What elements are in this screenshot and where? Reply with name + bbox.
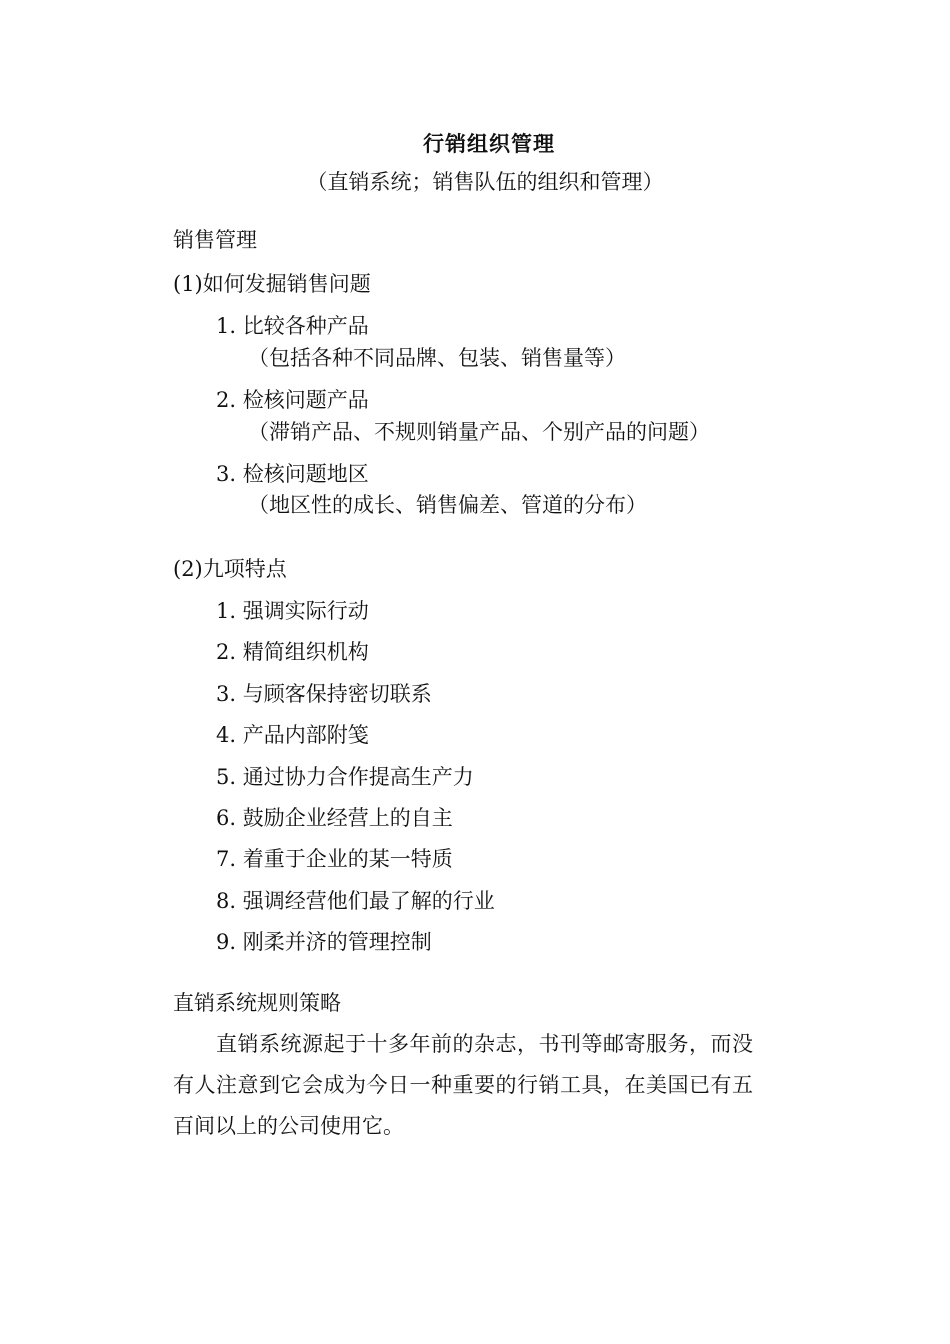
list-item: [216, 804, 453, 832]
list-item-number: 1.: [216, 314, 237, 338]
section-heading-sales-management: 销售管理: [173, 228, 257, 252]
list-item-text: 鼓励企业经营上的自主: [242, 806, 453, 830]
list-item-note: （地区性的成长、销售偏差、管道的分布）: [248, 493, 647, 517]
list-item-number: 2.: [216, 388, 237, 412]
list-item: [216, 845, 453, 873]
list-item-text: 比较各种产品: [242, 314, 369, 338]
list-item-text: 强调经营他们最了解的行业: [242, 889, 495, 913]
list-item-number: 6.: [216, 806, 237, 830]
list-item-text: 检核问题产品: [242, 388, 369, 412]
list-item-number: 1.: [216, 599, 237, 623]
list-item: [216, 312, 369, 340]
list-item: [216, 887, 495, 915]
list-item: [216, 386, 369, 414]
list-item-number: 9.: [216, 930, 237, 954]
list-item-number: 7.: [216, 847, 237, 871]
list-item-text: 强调实际行动: [242, 599, 369, 623]
list-item-text: 精简组织机构: [242, 640, 369, 664]
list-item: [216, 928, 432, 956]
list-item-number: 5.: [216, 765, 237, 789]
section-heading-direct-sales-strategy: 直销系统规则策略: [173, 991, 341, 1015]
document-subtitle: （直销系统；销售队伍的组织和管理）: [306, 170, 664, 194]
list-item-number: 8.: [216, 889, 237, 913]
list-item-number: 2.: [216, 640, 237, 664]
list-item-number: 4.: [216, 723, 237, 747]
list-item: [216, 680, 432, 708]
document-title: 行销组织管理: [423, 131, 555, 156]
list-item: [216, 638, 369, 666]
list-item: [216, 763, 474, 791]
list-item-note: （包括各种不同品牌、包装、销售量等）: [248, 346, 626, 370]
list-item: [216, 460, 369, 488]
subsection-heading-find-problems: (1)如何发掘销售问题: [173, 272, 371, 296]
list-item-text: 产品内部附笺: [242, 723, 369, 747]
list-item-text: 通过协力合作提高生产力: [242, 765, 474, 789]
body-paragraph: 直销系统源起于十多年前的杂志，书刊等邮寄服务，而没有人注意到它会成为今日一种重要的行销工具，在美国已有五百间以上的公司使用它。: [173, 1032, 753, 1138]
list-item-text: 检核问题地区: [242, 462, 369, 486]
list-item-number: 3.: [216, 682, 237, 706]
list-item-text: 着重于企业的某一特质: [242, 847, 453, 871]
list-item-number: 3.: [216, 462, 237, 486]
list-item-text: 与顾客保持密切联系: [242, 682, 432, 706]
section-heading-nine-features: (2)九项特点: [173, 557, 287, 581]
list-item: [216, 597, 369, 625]
list-item-note: （滞销产品、不规则销量产品、个别产品的问题）: [248, 420, 710, 444]
list-item: [216, 721, 369, 749]
list-item-text: 刚柔并济的管理控制: [242, 930, 432, 954]
